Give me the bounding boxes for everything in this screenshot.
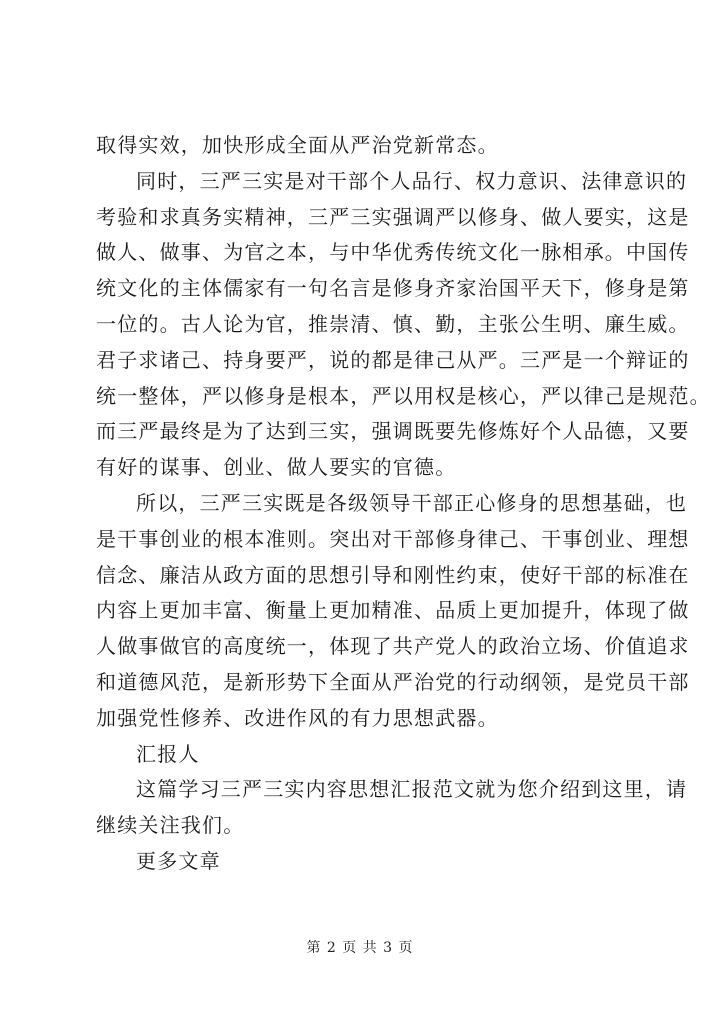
text-line: 和道德风范，是新形势下全面从严治党的行动纲领，是党员干部 xyxy=(96,669,690,694)
text-line: 君子求诸己、持身要严，说的都是律己从严。三严是一个辩证的 xyxy=(96,347,690,372)
text-line: 统文化的主体儒家有一句名言是修身齐家治国平天下，修身是第 xyxy=(96,276,690,301)
text-line: 所以，三严三实既是各级领导干部正心修身的思想基础，也 xyxy=(136,490,688,515)
text-line: 内容上更加丰富、衡量上更加精准、品质上更加提升，体现了做 xyxy=(96,598,690,623)
text-line: 考验和求真务实精神，三严三实强调严以修身、做人要实，这是 xyxy=(96,204,690,229)
text-line: 而三严最终是为了达到三实，强调既要先修炼好个人品德，又要 xyxy=(96,419,690,444)
text-line: 汇报人 xyxy=(136,741,200,766)
text-line: 统一整体，严以修身是根本，严以用权是核心，严以律己是规范。 xyxy=(96,383,711,408)
text-line: 取得实效，加快形成全面从严治党新常态。 xyxy=(96,133,499,157)
text-line: 这篇学习三严三实内容思想汇报范文就为您介绍到这里，请 xyxy=(136,777,688,802)
text-line: 有好的谋事、创业、做人要实的官德。 xyxy=(96,455,457,480)
text-line: 同时，三严三实是对干部个人品行、权力意识、法律意识的 xyxy=(136,168,688,193)
document-body xyxy=(96,128,711,880)
page-number-footer: 第 2 页 共 3 页 xyxy=(306,940,414,956)
text-line: 更多文章 xyxy=(136,848,221,873)
text-line: 一位的。古人论为官，推崇清、慎、勤，主张公生明、廉生威。 xyxy=(96,311,690,336)
text-line: 信念、廉洁从政方面的思想引导和刚性约束，使好干部的标准在 xyxy=(96,562,690,587)
text-line: 人做事做官的高度统一，体现了共产党人的政治立场、价值追求 xyxy=(96,634,690,659)
text-line: 加强党性修养、改进作风的有力思想武器。 xyxy=(96,705,499,730)
text-line: 是干事创业的根本准则。突出对干部修身律己、干事创业、理想 xyxy=(96,526,690,551)
text-line: 做人、做事、为官之本，与中华优秀传统文化一脉相承。中国传 xyxy=(96,240,690,265)
text-line: 继续关注我们。 xyxy=(96,813,245,838)
